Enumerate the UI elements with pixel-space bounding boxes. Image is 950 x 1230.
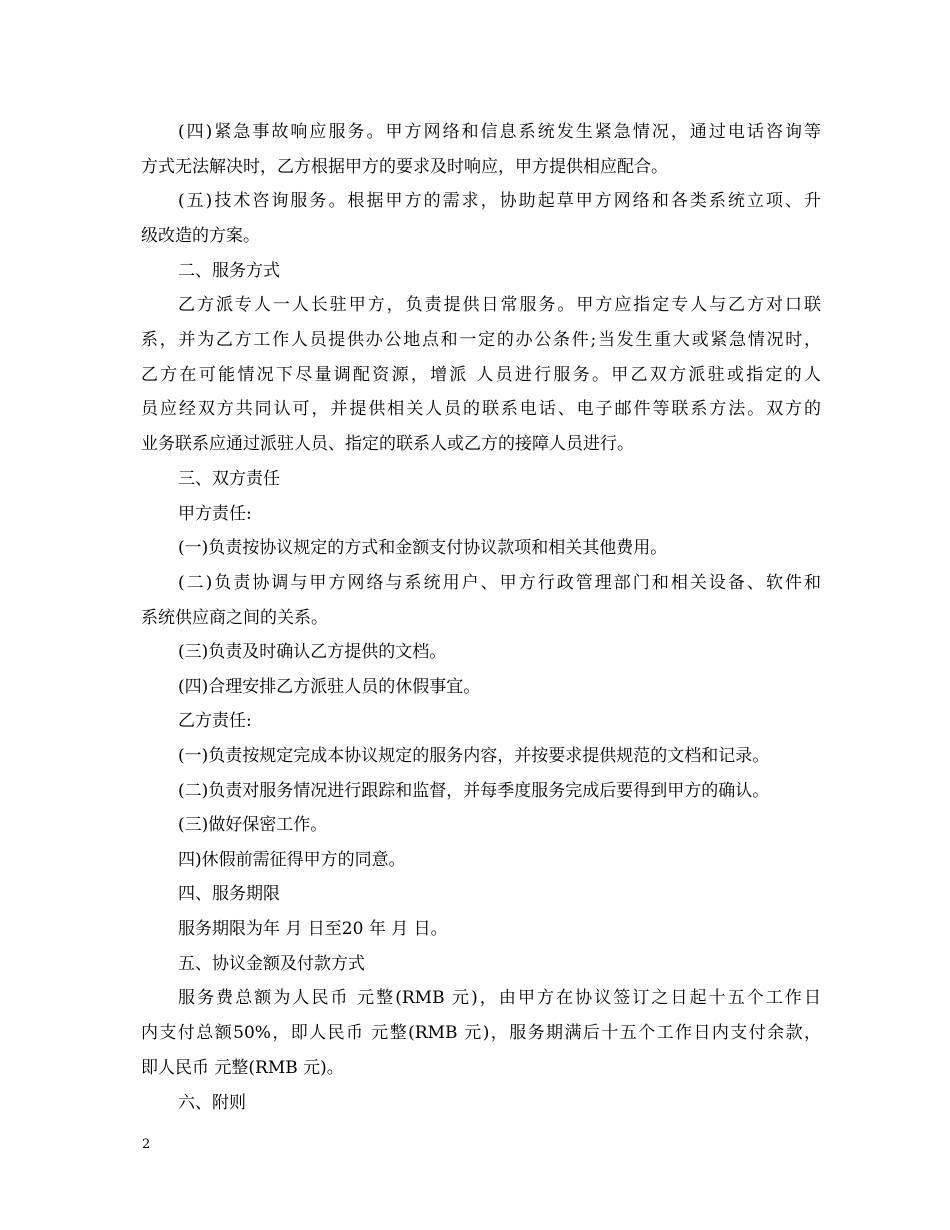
paragraph-line: 即人民币 元整(RMB 元)。 [141, 1058, 344, 1078]
section-heading: 六、附则 [178, 1093, 246, 1113]
paragraph-line: (四)紧急事故响应服务。甲方网络和信息系统发生紧急情况，通过电话咨询等 [178, 122, 821, 142]
section-heading: 四、服务期限 [178, 884, 280, 904]
list-item: (三)做好保密工作。 [178, 815, 328, 835]
paragraph-line: 系，并为乙方工作人员提供办公地点和一定的办公条件;当发生重大或紧急情况时， [141, 330, 821, 350]
list-item: 四)休假前需征得甲方的同意。 [178, 850, 406, 870]
paragraph-line: 乙方派专人一人长驻甲方，负责提供日常服务。甲方应指定专人与乙方对口联 [178, 295, 821, 315]
page-number: 2 [142, 1137, 151, 1152]
list-item: (四)合理安排乙方派驻人员的休假事宜。 [178, 677, 481, 697]
paragraph-line: 业务联系应通过派驻人员、指定的联系人或乙方的接障人员进行。 [141, 434, 634, 454]
subheading: 乙方责任: [178, 711, 252, 731]
section-heading: 五、协议金额及付款方式 [178, 954, 365, 974]
paragraph-line: 乙方在可能情况下尽量调配资源，增派 人员进行服务。甲乙双方派驻或指定的人 [141, 365, 821, 385]
list-item-continuation: 系统供应商之间的关系。 [141, 608, 328, 628]
list-item: (三)负责及时确认乙方提供的文档。 [178, 642, 447, 662]
subheading: 甲方责任: [178, 504, 252, 524]
paragraph-line: 级改造的方案。 [141, 226, 260, 246]
section-heading: 二、服务方式 [178, 261, 280, 281]
paragraph-line: 服务费总额为人民币 元整(RMB 元)，由甲方在协议签订之日起十五个工作日 [178, 988, 821, 1008]
list-item: (一)负责按规定完成本协议规定的服务内容，并按要求提供规范的文档和记录。 [178, 746, 770, 766]
list-item: (二)负责对服务情况进行跟踪和监督，并每季度服务完成后要得到甲方的确认。 [178, 781, 770, 801]
list-item: (二)负责协调与甲方网络与系统用户、甲方行政管理部门和相关设备、软件和 [178, 573, 821, 593]
list-item: (一)负责按协议规定的方式和金额支付协议款项和相关其他费用。 [178, 538, 668, 558]
paragraph-line: 服务期限为年 月 日至20 年 月 日。 [178, 919, 448, 939]
paragraph-line: 内支付总额50%，即人民币 元整(RMB 元)，服务期满后十五个工作日内支付余款， [141, 1023, 821, 1043]
paragraph-line: (五)技术咨询服务。根据甲方的需求，协助起草甲方网络和各类系统立项、升 [178, 191, 821, 211]
section-heading: 三、双方责任 [178, 469, 280, 489]
paragraph-line: 方式无法解决时，乙方根据甲方的要求及时响应，甲方提供相应配合。 [141, 157, 668, 177]
paragraph-line: 员应经双方共同认可，并提供相关人员的联系电话、电子邮件等联系方法。双方的 [141, 399, 821, 419]
